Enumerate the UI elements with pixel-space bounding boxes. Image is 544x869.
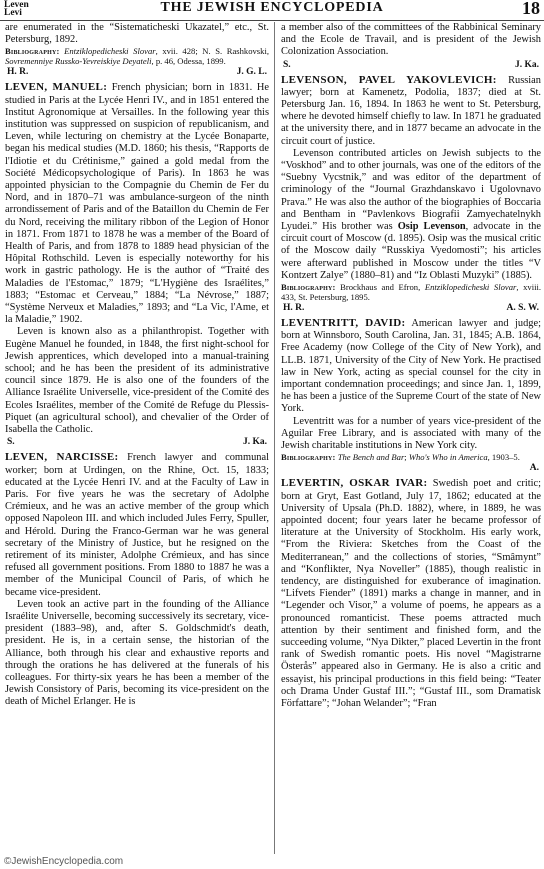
headword: LEVERTIN, OSKAR IVAR: (281, 477, 428, 490)
headword: LEVEN, MANUEL: (5, 81, 108, 94)
article-paragraph: Leventritt was for a number of years vice-president of the Aguilar Free Library, and is associated with many of the Jewish charitable institutions in New York city. (281, 415, 541, 452)
page-title: THE JEWISH ENCYCLOPEDIA (160, 0, 384, 15)
article-signature: H. R. J. G. L. (7, 67, 267, 78)
article-signature: S. J. Ka. (283, 59, 539, 70)
bibliography: Bibliography: Brockhaus and Efron, Entziklopedicheski Slovar, xviii. 433, St. Petersburg, 1895. (281, 282, 541, 303)
article-levertin: LEVERTIN, OSKAR IVAR: Swedish poet and critic; born at Gryt, East Gotland, July 17, 1862; educated at the University of Upsala (Ph.D. 1882), where, in 1889, he was appointed docent; four years later he became professor of literature at the University of Stockholm. His early work, “From the Riviera: Sketches from the Coast of the Mediterranean,” and the collections of stories, “Smâmynt” and “Konflikter, Nya Noveller” (1885), though realistic in tendency, are distinguished for exuberance of imagination. “Lifvets Fiender” (1891) marks a change in manner, and in “Legender och Visor,” a volume of poems, he appears as a pronounced romanticist. These poems attracted much attention by their sentiment and finished form, and the succeeding volume, “Nya Dikter,” placed Levertin in the front rank of Swedish romantic poets. His novel “Magistrarne Österås” appeared also in Germany. He is also a critic and essayist, his principal productions in this field being: “Teater och Drama Under Gustaf III.”; “Gustaf III., som Dramatisk Författare”; “Johan Welander”; “Fran (281, 477, 541, 709)
article-paragraph: Leven is known also as a philanthropist. Together with Eugène Manuel he founded, in 1848, the first night-school for Jewish apprentices, which developed into a manual-training school; and he has been the president of its administrative council since 1879. He is also one of the founders of the Alliance Israélite Universelle, vice-president of the Comité des Ecoles Israélites, member of the Comité de Refuge du Plessis-Piquet (an agricultural school), and chevalier of the Order of Isabella the Catholic. (5, 326, 269, 436)
headword: LEVEN, NARCISSE: (5, 451, 119, 464)
bibliography-label: Bibliography: (5, 46, 60, 57)
continuation-text: are enumerated in the “Sistematicheski Ukazatel,” etc., St. Petersburg, 1892. (5, 22, 269, 46)
article-signature: S. J. Ka. (7, 437, 267, 448)
site-watermark: ©JewishEncyclopedia.com (4, 856, 124, 867)
running-head-last: Levi (4, 8, 22, 18)
running-head-first: Leven (4, 0, 29, 10)
bibliography: Bibliography: The Bench and Bar; Who's Who in America, 1903–5. (281, 452, 520, 463)
bibliography-label: Bibliography: (281, 282, 336, 293)
article-paragraph: Levenson contributed articles on Jewish subjects to the “Voskhod” and to other journals, was one of the editors of the “Suebny Vycstnik,” and was editor of the department of criminology of the “Journal Grazhdanskavo i Ugolovnavo Prava.” He was also the author of the biographies of Boccaria and Bentham in “Pavlenkovs Biografii Zamyechatelnykh Lyudei.” His brother was Osip Levenson, advocate in the circuit court of Moscow (d. 1895). Osip was the musical critic of the Moscow daily “Russkiya Vyedomosti”; his articles were afterward published in Moscow under the titles “V Kontzert Zalye” (1880–81) and “Iz Oblasti Muzyki” (1885). (281, 147, 541, 281)
article-leven-manuel: LEVEN, MANUEL: French physician; born in 1831. He studied in Paris at the Lycée Henri IV., and in 1851 entered the Institut Agronomique at Versailles. In the following year this institution was suppressed on suspicion of republicanism, and Leven, while lecturing on chemistry at the Lycée Bonaparte, began his medical studies (M.D. 1860; his thesis, “Rapports de l'Idiotie et du Crétinisme,” gained a gold medal from the Société Médicopsychologique of Paris). In 1863 he was appointed physician to the Compagnie du Chemin de Fer du Nord, and in 1870–71 was ambulance-surgeon of the ninth arrondissement of Paris and of the Bataillon du Chemin de Fer du Nord, receiving the military ribbon of the Legion of Honor in 1871. From 1871 to 1878 he was a member of the Board of Health of Paris, and from 1878 to 1889 head physician of the Hôpital Rothschild. Leven is especially noteworthy for his work in gastric pathology. He is the author of “Traité des Maladies de l'Estomac,” 1879; “L'Hygiène des Israélites,” 1883; “Estomac et Cerveau,” 1884; “La Névrose,” 1887; “Système Nerveux et Maladies,” 1893; and “La Vic, l'Ame, et la Maladie,” 1902. (5, 81, 269, 326)
article-levenson: LEVENSON, PAVEL YAKOVLEVICH: Russian lawyer; born at Kamenetz, Podolia, 1837; died at St. Petersburg Jan. 16, 1894. In 1863 he went to St. Petersburg, where he devoted himself chiefly to law. In 1871 he graduated at the university there, and in 1877 became an advocate in the circuit court of justice. (281, 73, 541, 147)
cross-reference-name: Osip Levenson (397, 221, 466, 233)
article-signature: A. (529, 463, 539, 474)
article-paragraph: Leven took an active part in the founding of the Alliance Israélite Universelle, becoming successively its secretary, vice-president (1883–98), and, after S. Goldschmidt's death, president. He is, in a certain sense, the historian of the Alliance, both through his clear and exhaustive reports and through the orations he has delivered at the funerals of his colleagues. For thirty-six years he has been a member of the Jewish Consistory of Paris, becoming its vice-president on the death of Michel Erlanger. He is (5, 598, 269, 708)
headword: LEVENSON, PAVEL YAKOVLEVICH: (281, 73, 497, 86)
page-number: 18 (522, 0, 540, 18)
bibliography-label: Bibliography: (281, 452, 336, 463)
left-column (5, 22, 269, 709)
article-leven-narcisse: LEVEN, NARCISSE: French lawyer and communal worker; born at Urdingen, on the Rhine, Oct. 15, 1833; educated at the Lycée Henri IV. and at the Faculty of Law in Paris. For five years he was the secretary of Adolphe Crémieux, and he was an active member of the group which opposed Napoleon III. and which included Jules Ferry, Spuller, and Hérold. During the Franco-German war he was general secretary of the Ministry of Justice, but he resigned on the retirement of its minister, Adolphe Crémieux, and has since refused all government positions. From 1880 to 1887 he was a member of the Municipal Council of Paris, of which he became vice-president. (5, 451, 269, 598)
article-signature: H. R. A. S. W. (283, 303, 539, 314)
right-column (281, 22, 541, 710)
headword: LEVENTRITT, DAVID: (281, 317, 406, 330)
column-divider (274, 22, 275, 854)
header-rule (0, 20, 544, 21)
article-leventritt: LEVENTRITT, DAVID: American lawyer and judge; born at Winnsboro, South Carolina, Jan. 31, 1845; A.B. 1864, Free Academy (now College of the City of New York), and LL.B. 1871, University of the City of New York. He practised law in New York, acting as special counsel for the city in important condemnation proceedings; and since Jan. 1, 1899, he has been a justice of the Supreme Court of the state of New York. (281, 317, 541, 415)
bibliography: Bibliography: Entziklopedicheski Slovar, xvii. 428; N. S. Rashkovski, Sovremenniye Russko-Yevreiskiye Deyateli, p. 46, Odessa, 1899. (5, 46, 269, 67)
continuation-text: a member also of the committees of the Rabbinical Seminary and the Ecole de Travail, and is president of the Jewish Colonization Association. (281, 22, 541, 58)
page-header (0, 0, 544, 19)
